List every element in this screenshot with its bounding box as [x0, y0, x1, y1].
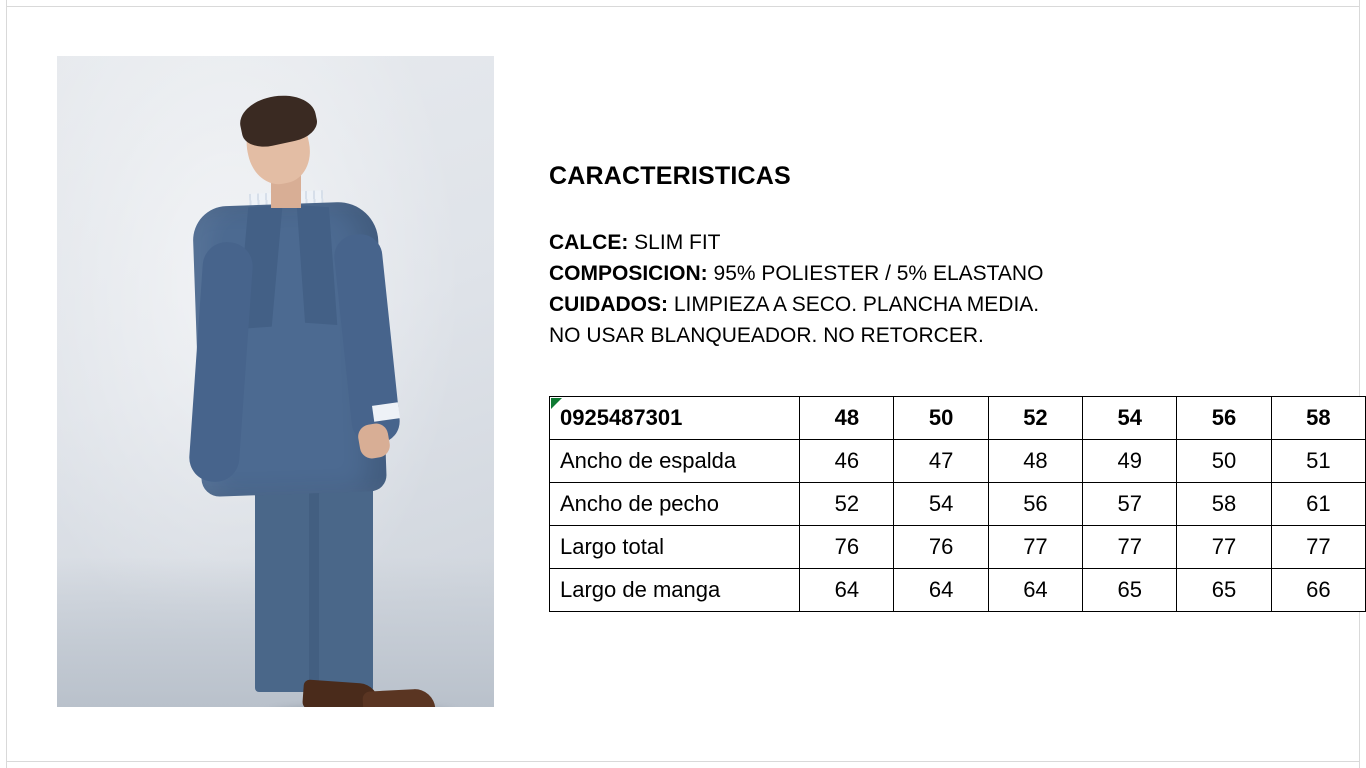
size-chart-table [549, 396, 1366, 612]
measure-value-3-4: 77 [1083, 526, 1177, 569]
measure-label-3: Largo total [550, 526, 800, 569]
measure-value-1-1: 46 [800, 440, 894, 483]
size-header-5: 56 [1177, 397, 1271, 440]
spec-value-composicion: 95% POLIESTER / 5% ELASTANO [713, 262, 1044, 285]
product-photo [57, 56, 494, 707]
size-header-4: 54 [1083, 397, 1177, 440]
table-row [550, 483, 1366, 526]
page-border-top [6, 6, 1360, 7]
model-shoe-right [362, 688, 435, 707]
measure-value-2-4: 57 [1083, 483, 1177, 526]
measure-value-2-2: 54 [894, 483, 988, 526]
measure-value-2-3: 56 [988, 483, 1082, 526]
spec-row-cuidados [549, 289, 1319, 320]
measure-value-1-6: 51 [1271, 440, 1365, 483]
corner-marker-icon [551, 398, 562, 409]
model-silhouette [57, 56, 494, 707]
characteristics-block [549, 162, 1319, 351]
measure-value-4-5: 65 [1177, 569, 1271, 612]
measure-value-3-3: 77 [988, 526, 1082, 569]
spec-label-calce: CALCE: [549, 231, 629, 254]
page-title: CARACTERISTICAS [549, 162, 791, 190]
measure-label-2: Ancho de pecho [550, 483, 800, 526]
table-row [550, 569, 1366, 612]
measure-value-1-5: 50 [1177, 440, 1271, 483]
spec-label-composicion: COMPOSICION: [549, 262, 708, 285]
measure-value-3-2: 76 [894, 526, 988, 569]
measure-value-3-1: 76 [800, 526, 894, 569]
spec-value-cuidados-cont: NO USAR BLANQUEADOR. NO RETORCER. [549, 324, 984, 347]
product-code-text: 0925487301 [560, 405, 683, 430]
size-header-6: 58 [1271, 397, 1365, 440]
table-row [550, 440, 1366, 483]
measure-value-3-5: 77 [1177, 526, 1271, 569]
measure-value-2-5: 58 [1177, 483, 1271, 526]
table-row [550, 526, 1366, 569]
page-border-right [1359, 0, 1360, 768]
spec-row-cuidados-cont [549, 320, 1319, 351]
product-code-cell [550, 397, 800, 440]
page-border-left [6, 0, 7, 768]
size-header-3: 52 [988, 397, 1082, 440]
spec-row-calce [549, 227, 1319, 258]
table-header-row [550, 397, 1366, 440]
measure-value-4-4: 65 [1083, 569, 1177, 612]
measure-value-4-2: 64 [894, 569, 988, 612]
measure-label-1: Ancho de espalda [550, 440, 800, 483]
measure-value-1-2: 47 [894, 440, 988, 483]
spec-label-cuidados: CUIDADOS: [549, 293, 668, 316]
measure-value-2-6: 61 [1271, 483, 1365, 526]
measure-value-2-1: 52 [800, 483, 894, 526]
spec-value-calce: SLIM FIT [634, 231, 721, 254]
spec-row-composicion [549, 258, 1319, 289]
model-leg-separation [309, 486, 319, 692]
measure-value-4-1: 64 [800, 569, 894, 612]
measure-value-1-3: 48 [988, 440, 1082, 483]
measure-value-3-6: 77 [1271, 526, 1365, 569]
measure-value-4-3: 64 [988, 569, 1082, 612]
size-header-1: 48 [800, 397, 894, 440]
measure-label-4: Largo de manga [550, 569, 800, 612]
size-header-2: 50 [894, 397, 988, 440]
measure-value-4-6: 66 [1271, 569, 1365, 612]
measure-value-1-4: 49 [1083, 440, 1177, 483]
spec-value-cuidados: LIMPIEZA A SECO. PLANCHA MEDIA. [673, 293, 1040, 316]
page-border-bottom [6, 761, 1360, 762]
